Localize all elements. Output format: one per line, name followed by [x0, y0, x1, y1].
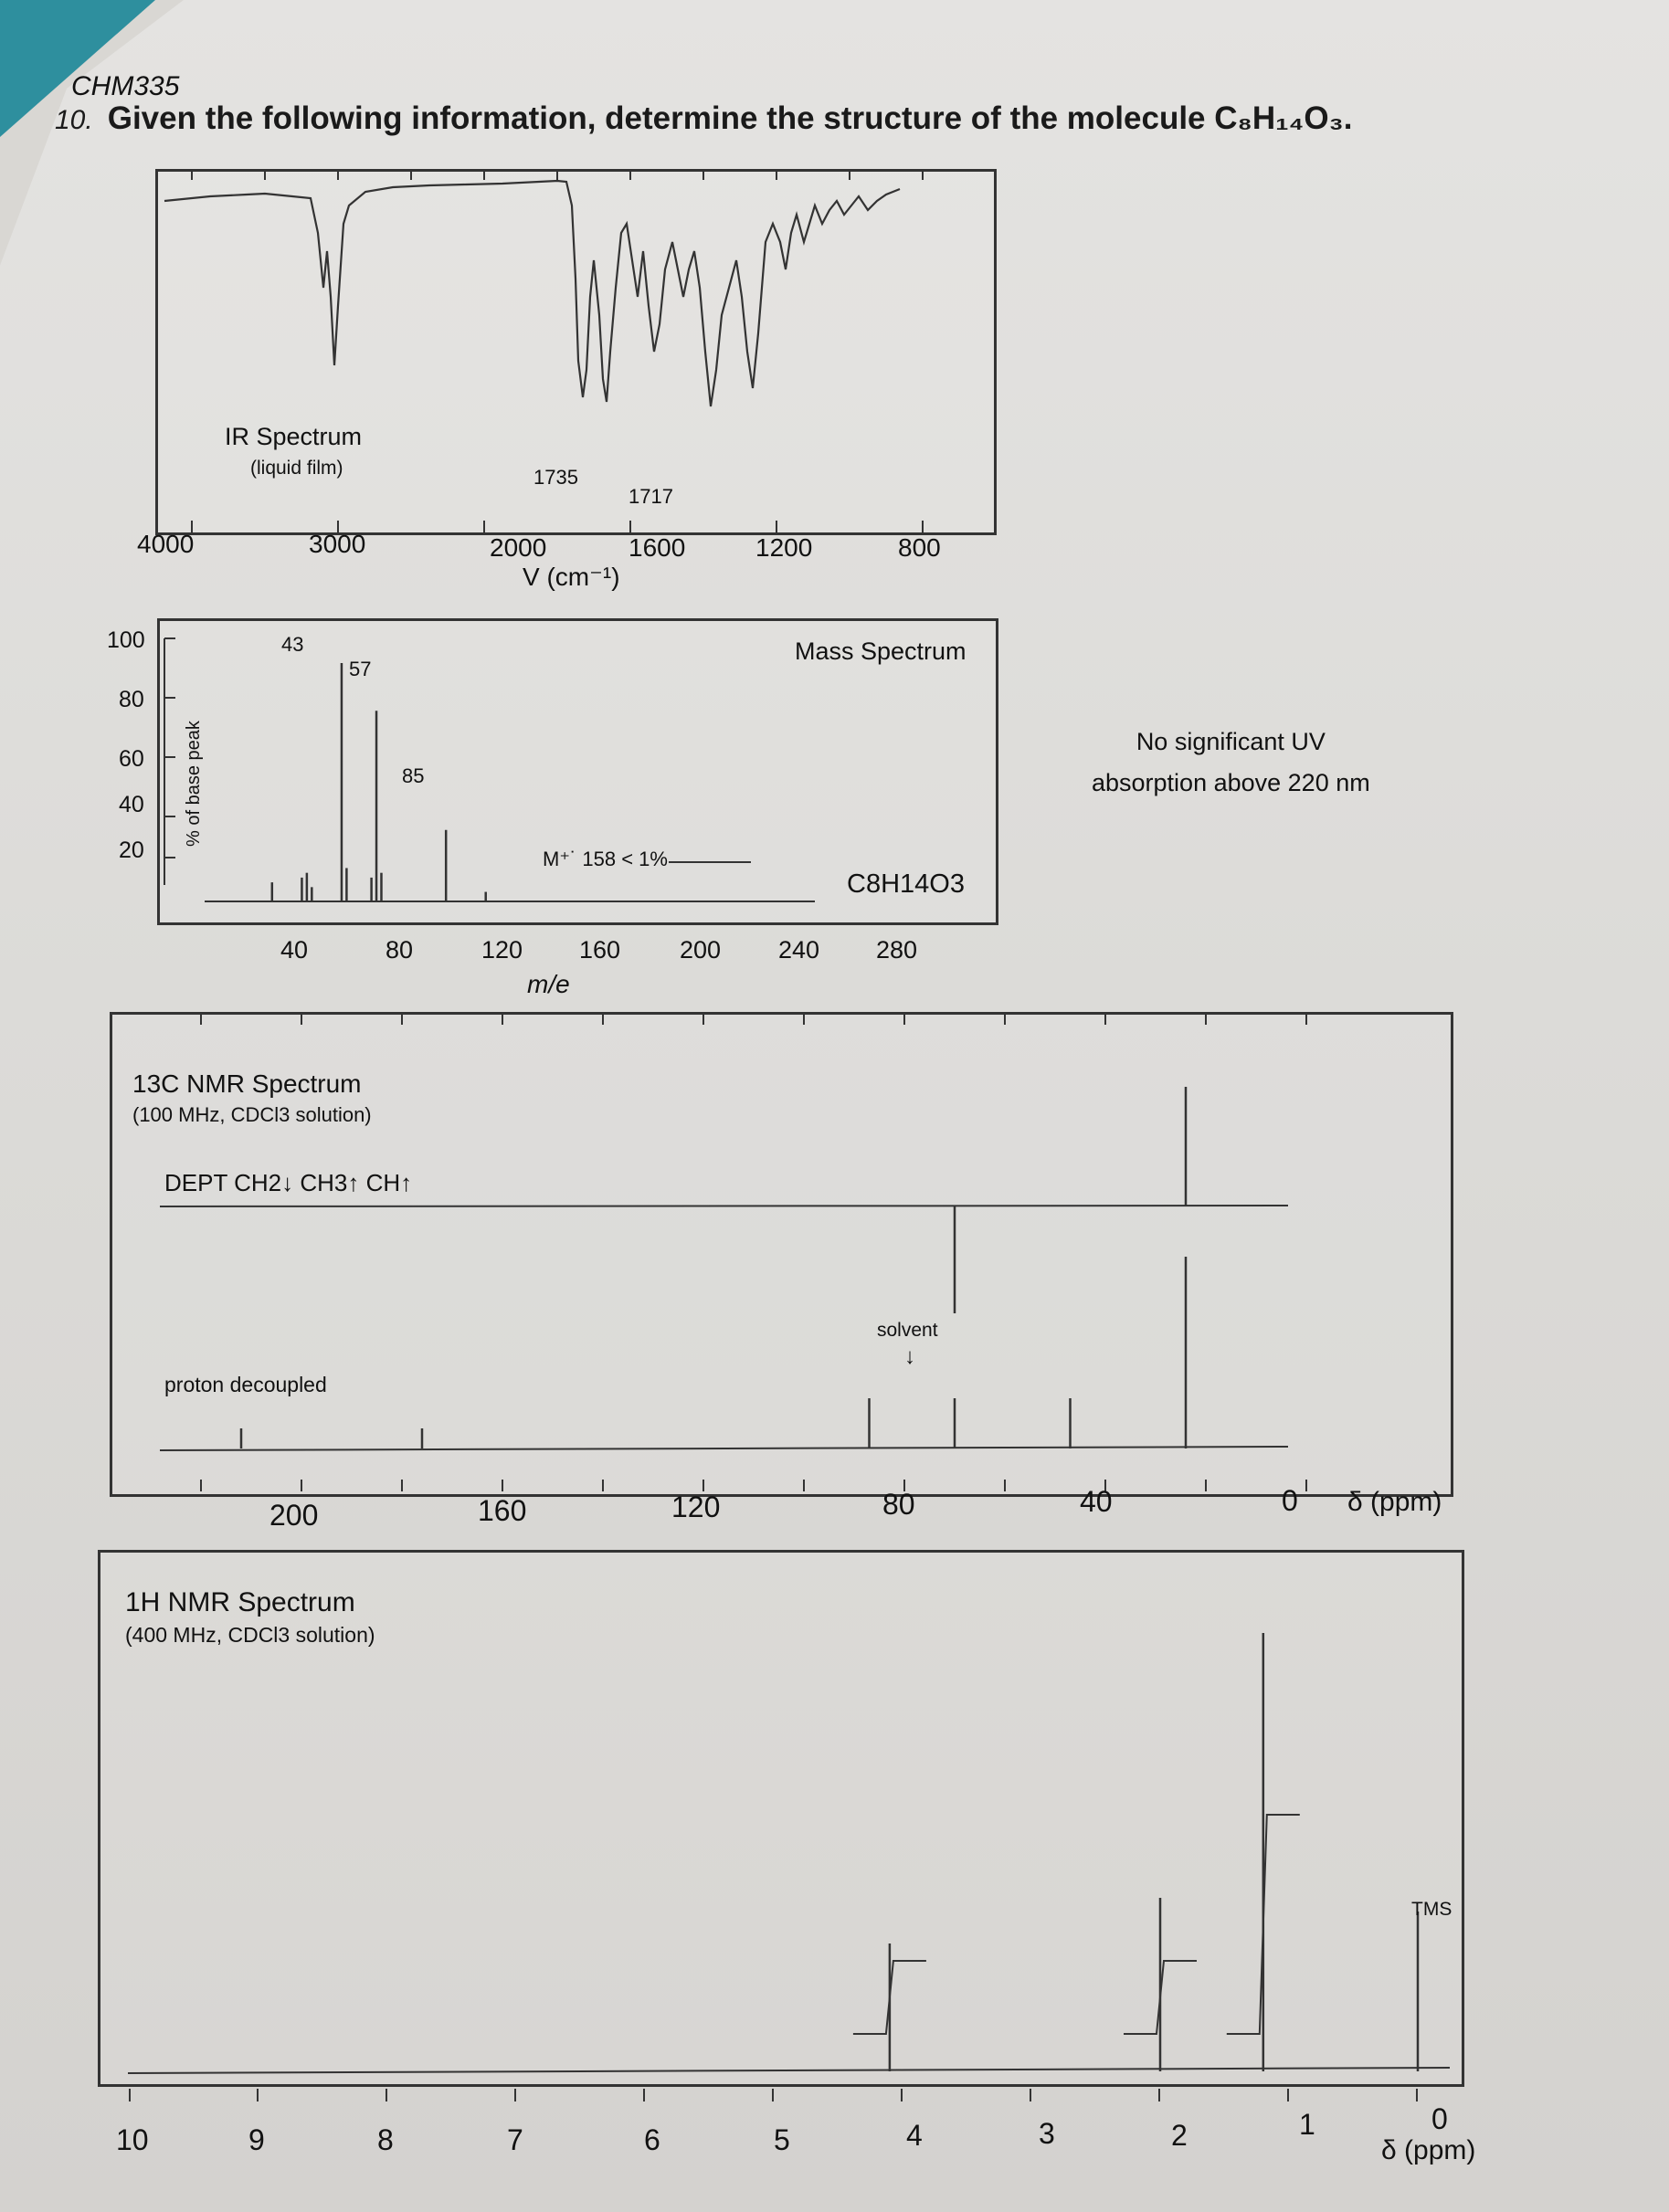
- cnmr-solvent-label: solvent: [877, 1320, 938, 1341]
- cnmr-bottom-ticks: [201, 1480, 1306, 1491]
- ir-peak-label-1717: 1717: [629, 485, 673, 508]
- hnmr-bottom-ticks: [130, 2089, 1417, 2101]
- ms-ytick-60: 60: [119, 746, 144, 772]
- ms-panel: [107, 618, 998, 998]
- cnmr-decoupled-peaks: [241, 1257, 1186, 1448]
- ir-subtitle: (liquid film): [250, 458, 343, 479]
- ms-ylabel: % of base peak: [184, 721, 204, 847]
- ir-top-ticks: [192, 169, 923, 180]
- uv-line-2: absorption above 220 nm: [1092, 769, 1370, 796]
- hnmr-xtick-4: 4: [906, 2119, 923, 2152]
- hnmr-tms-label: TMS: [1411, 1899, 1452, 1920]
- ir-xtick-1600: 1600: [629, 533, 686, 562]
- ms-xtick-80: 80: [386, 936, 414, 964]
- ir-title: IR Spectrum: [225, 423, 363, 450]
- ms-title: Mass Spectrum: [795, 637, 967, 665]
- ir-spectrum-svg: [137, 169, 991, 644]
- hnmr-peaks: [853, 1633, 1418, 2071]
- cnmr-xtick-200: 200: [269, 1499, 319, 1532]
- cnmr-xtick-160: 160: [478, 1494, 527, 1527]
- hnmr-xtick-6: 6: [644, 2123, 660, 2156]
- hnmr-xtick-7: 7: [507, 2123, 523, 2156]
- ms-formula: C8H14O3: [847, 869, 965, 899]
- ms-y-axis: [164, 638, 175, 885]
- hnmr-xtick-3: 3: [1039, 2117, 1055, 2150]
- cnmr-xtick-120: 120: [671, 1490, 721, 1523]
- ms-xtick-280: 280: [876, 936, 918, 964]
- hnmr-xtick-5: 5: [774, 2123, 790, 2156]
- ir-xlabel: V (cm⁻¹): [523, 563, 620, 591]
- ir-trace: [164, 181, 900, 406]
- uv-line-1: No significant UV: [1136, 728, 1326, 755]
- cnmr-solvent-arrow-icon: ↓: [904, 1344, 915, 1369]
- ms-xtick-240: 240: [778, 936, 820, 964]
- ms-ytick-100: 100: [107, 627, 145, 653]
- hnmr-xtick-2: 2: [1171, 2119, 1188, 2152]
- ms-ytick-80: 80: [119, 687, 144, 712]
- hnmr-panel: [98, 1550, 1476, 2165]
- ir-xtick-3000: 3000: [309, 530, 366, 558]
- hnmr-baseline: [128, 2068, 1450, 2073]
- cnmr-xtick-80: 80: [882, 1488, 915, 1521]
- question-text: [55, 100, 1352, 137]
- ir-panel: [137, 169, 997, 591]
- ir-xtick-4000: 4000: [137, 530, 195, 558]
- hnmr-xlabel: δ (ppm): [1381, 2135, 1476, 2165]
- ms-xtick-40: 40: [280, 936, 309, 964]
- course-code: CHM335: [71, 71, 180, 101]
- hnmr-xtick-1: 1: [1299, 2108, 1315, 2141]
- cnmr-title: 13C NMR Spectrum: [132, 1069, 362, 1098]
- cnmr-conditions: (100 MHz, CDCl3 solution): [132, 1103, 372, 1126]
- hnmr-xtick-10: 10: [116, 2123, 149, 2156]
- ms-peak-label-85: 85: [402, 764, 425, 787]
- hnmr-xtick-0: 0: [1431, 2102, 1448, 2135]
- cnmr-decoupled-baseline: [160, 1447, 1288, 1450]
- cnmr-top-ticks: [201, 1012, 1306, 1025]
- ir-xtick-2000: 2000: [490, 533, 547, 562]
- question-number: 10.: [55, 105, 93, 135]
- cnmr-decoupled-label: proton decoupled: [164, 1373, 327, 1396]
- ms-ytick-20: 20: [119, 837, 144, 863]
- ms-xtick-160: 160: [579, 936, 621, 964]
- hnmr-xtick-9: 9: [248, 2123, 265, 2156]
- ms-xtick-200: 200: [680, 936, 722, 964]
- ms-xtick-120: 120: [481, 936, 523, 964]
- ms-peak-label-43: 43: [281, 633, 304, 656]
- hnmr-title: 1H NMR Spectrum: [125, 1587, 355, 1617]
- hnmr-conditions: (400 MHz, CDCl3 solution): [125, 1623, 375, 1647]
- ms-bars: [272, 663, 486, 901]
- cnmr-panel: [110, 1012, 1453, 1532]
- cnmr-dept-peaks: [955, 1087, 1186, 1313]
- ir-xtick-800: 800: [898, 533, 941, 562]
- cnmr-xtick-40: 40: [1080, 1485, 1113, 1518]
- hnmr-spectrum-svg: [98, 1550, 1476, 2189]
- ms-spectrum-svg: [107, 618, 993, 1002]
- ms-ytick-40: 40: [119, 792, 144, 817]
- hnmr-xtick-8: 8: [377, 2123, 394, 2156]
- ms-xlabel: m/e: [527, 970, 570, 998]
- ir-bottom-ticks: [192, 521, 923, 532]
- ir-peak-label-1735: 1735: [533, 466, 578, 489]
- cnmr-xlabel: δ (ppm): [1347, 1487, 1442, 1517]
- uv-note: [1092, 722, 1370, 804]
- cnmr-spectrum-svg: [110, 1012, 1452, 1560]
- cnmr-xtick-0: 0: [1282, 1484, 1298, 1517]
- ms-molecular-ion: M⁺˙ 158 < 1%: [543, 848, 668, 870]
- ms-peak-label-57: 57: [349, 658, 372, 680]
- cnmr-dept-legend: DEPT CH2↓ CH3↑ CH↑: [164, 1169, 413, 1196]
- question-body: Given the following information, determine the structure of the molecule C₈H₁₄O₃.: [107, 100, 1353, 136]
- ir-xtick-1200: 1200: [755, 533, 813, 562]
